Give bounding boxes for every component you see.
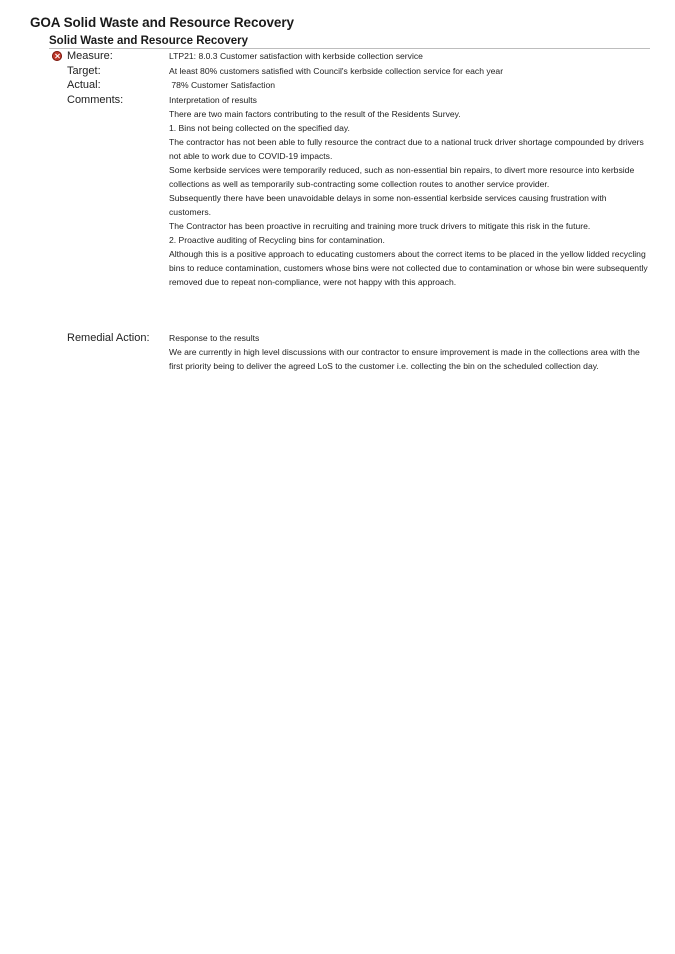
target-value: At least 80% customers satisfied with Council's kerbside collection service for each year xyxy=(169,66,504,76)
comments-paragraph: Interpretation of results xyxy=(169,95,257,105)
measure-value: LTP21: 8.0.3 Customer satisfaction with kerbside collection service xyxy=(169,51,423,61)
comments-paragraph: The Contractor has been proactive in recruiting and training more truck drivers to mitigate this risk in the future. xyxy=(169,221,591,231)
comments-paragraph: Although this is a positive approach to educating customers about the correct items to be placed in the yellow lidded recycling bins to reduce contamination, customers whose bins were not collected due to contamination or whose bin were subsequently removed due to repeat non-compliance, were not happy with this approach. xyxy=(169,249,648,287)
comments-paragraph: There are two main factors contributing to the result of the Residents Survey. xyxy=(169,109,461,119)
comments-paragraph: 2. Proactive auditing of Recycling bins for contamination. xyxy=(169,235,385,245)
remedial-action-value xyxy=(169,331,649,373)
comments-paragraph: 1. Bins not being collected on the specified day. xyxy=(169,123,350,133)
comments-paragraph: Some kerbside services were temporarily reduced, such as non-essential bin repairs, to divert more resource into kerbside collections as well as temporarily sub-contracting some collection routes to another service provider. xyxy=(169,165,635,189)
remedial-action-label: Remedial Action: xyxy=(67,332,150,344)
actual-label: Actual: xyxy=(67,79,101,91)
remedial-paragraph: Response to the results xyxy=(169,333,260,343)
section-title: Solid Waste and Resource Recovery xyxy=(49,35,248,47)
comments-value xyxy=(169,93,649,289)
actual-value: 78% Customer Satisfaction xyxy=(169,80,276,90)
comments-paragraph: Subsequently there have been unavoidable delays in some non-essential kerbside services causing frustration with customers. xyxy=(169,193,607,217)
page-title: GOA Solid Waste and Resource Recovery xyxy=(30,15,294,30)
comments-label: Comments: xyxy=(67,94,124,106)
error-cross-icon xyxy=(52,51,62,61)
measure-label: Measure: xyxy=(67,50,113,62)
comments-paragraph: The contractor has not been able to fully resource the contract due to a national truck driver shortage compounded by drivers not able to work due to COVID-19 impacts. xyxy=(169,137,644,161)
remedial-paragraph: We are currently in high level discussions with our contractor to ensure improvement is made in the collections area with the first priority being to deliver the agreed LoS to the customer i.e. collecting the bin on the scheduled collection day. xyxy=(169,347,640,371)
target-label: Target: xyxy=(67,65,101,77)
